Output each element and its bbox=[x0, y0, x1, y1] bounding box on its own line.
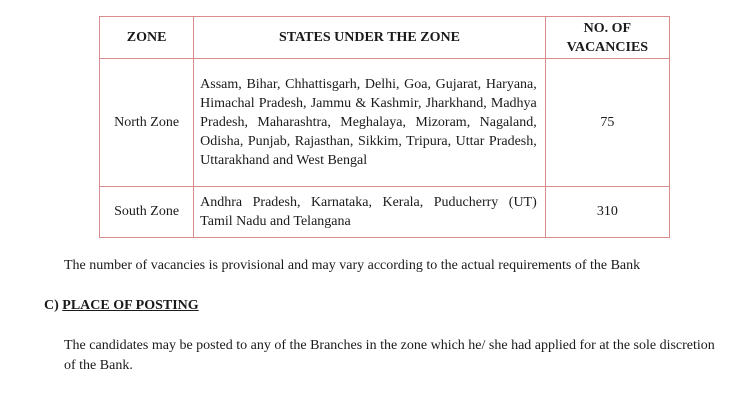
vacancies-cell: 310 bbox=[545, 187, 669, 238]
header-vacancies bbox=[545, 17, 669, 59]
section-body: The candidates may be posted to any of the Branches in the zone which he/ she had applied for at the sole discretion of the Bank. bbox=[64, 338, 715, 373]
section-prefix: C) bbox=[44, 298, 59, 313]
section-heading bbox=[44, 296, 199, 316]
table-header-row bbox=[100, 17, 670, 59]
section-title: PLACE OF POSTING bbox=[62, 298, 199, 313]
header-vacancies-line1: NO. OF bbox=[583, 20, 632, 36]
states-cell: Assam, Bihar, Chhattisgarh, Delhi, Goa, Gujarat, Haryana, Himachal Pradesh, Jammu & Kashmir, Jharkhand, Madhya Pradesh, Maharashtra, Meghalaya, Mizoram, Nagaland, Odisha, Punjab, Rajasthan, Sikkim, Tripura, Uttar Pradesh, Uttarakhand and West Bengal bbox=[194, 59, 546, 187]
vacancies-cell: 75 bbox=[545, 59, 669, 187]
header-states: STATES UNDER THE ZONE bbox=[194, 17, 546, 59]
states-cell: Andhra Pradesh, Karnataka, Kerala, Puducherry (UT) Tamil Nadu and Telangana bbox=[194, 187, 546, 238]
table-row bbox=[100, 187, 670, 238]
vacancy-table bbox=[99, 16, 670, 238]
vacancy-note: The number of vacancies is provisional and may vary according to the actual requirements of the Bank bbox=[64, 258, 641, 273]
zone-cell: North Zone bbox=[100, 59, 194, 187]
zone-cell: South Zone bbox=[100, 187, 194, 238]
table-row bbox=[100, 59, 670, 187]
header-zone: ZONE bbox=[100, 17, 194, 59]
header-vacancies-line2: VACANCIES bbox=[566, 39, 649, 55]
